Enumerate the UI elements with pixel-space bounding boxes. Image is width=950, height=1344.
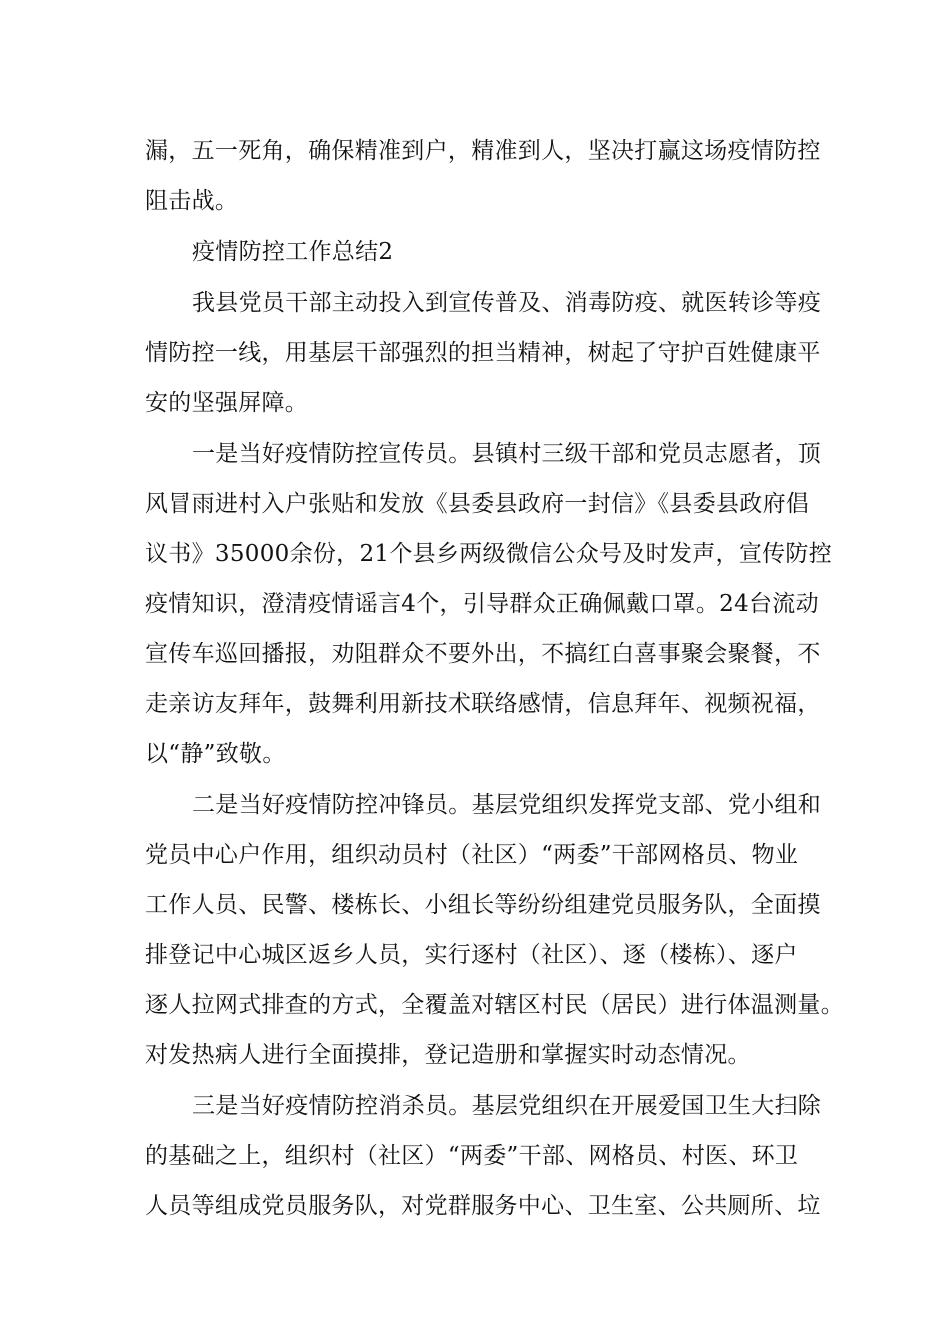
text-line-13: 以“静”致敬。 <box>145 741 286 767</box>
text-line-19: 对发热病人进行全面摸排，登记造册和掌握实时动态情况。 <box>145 1042 751 1068</box>
text-line-4: 我县党员干部主动投入到宣传普及、消毒防疫、就医转诊等疫 <box>192 290 822 316</box>
text-line-21: 的基础之上，组织村（社区）“两委”干部、网格员、村医、环卫 <box>145 1143 799 1169</box>
text-line-9: 议书》35000余份，21个县乡两级微信公众号及时发声，宣传防控 <box>145 541 833 567</box>
text-line-14: 二是当好疫情防控冲锋员。基层党组织发挥党支部、党小组和 <box>192 792 822 818</box>
text-line-22: 人员等组成党员服务队，对党群服务中心、卫生室、公共厕所、垃 <box>145 1193 821 1219</box>
text-line-11: 宣传车巡回播报，劝阻群众不要外出，不搞红白喜事聚会聚餐，不 <box>145 641 821 667</box>
text-line-10: 疫情知识，澄清疫情谣言4个，引导群众正确佩戴口罩。24台流动 <box>145 591 819 617</box>
text-line-16: 工作人员、民警、楼栋长、小组长等纷纷组建党员服务队，全面摸 <box>145 892 821 918</box>
text-line-7: 一是当好疫情防控宣传员。县镇村三级干部和党员志愿者，顶 <box>192 441 822 467</box>
text-line-17: 排登记中心城区返乡人员，实行逐村（社区）、逐（楼栋）、逐户 <box>145 942 798 968</box>
text-line-18: 逐人拉网式排查的方式，全覆盖对辖区村民（居民）进行体温测量。 <box>145 992 844 1018</box>
text-line-1: 漏，五一死角，确保精准到户，精准到人，坚决打赢这场疫情防控 <box>145 138 821 164</box>
text-line-2: 阻击战。 <box>145 188 239 214</box>
text-line-15: 党员中心户作用，组织动员村（社区）“两委”干部网格员、物业 <box>145 842 799 868</box>
text-line-8: 风冒雨进村入户张贴和发放《县委县政府一封信》《县委县政府倡 <box>145 491 810 517</box>
text-line-12: 走亲访友拜年，鼓舞利用新技术联络感情，信息拜年、视频祝福， <box>145 691 821 717</box>
text-line-20: 三是当好疫情防控消杀员。基层党组织在开展爱国卫生大扫除 <box>192 1093 822 1119</box>
section-title: 疫情防控工作总结2 <box>192 239 394 265</box>
text-line-5: 情防控一线，用基层干部强烈的担当精神，树起了守护百姓健康平 <box>145 340 821 366</box>
text-line-6: 安的坚强屏障。 <box>145 390 309 416</box>
